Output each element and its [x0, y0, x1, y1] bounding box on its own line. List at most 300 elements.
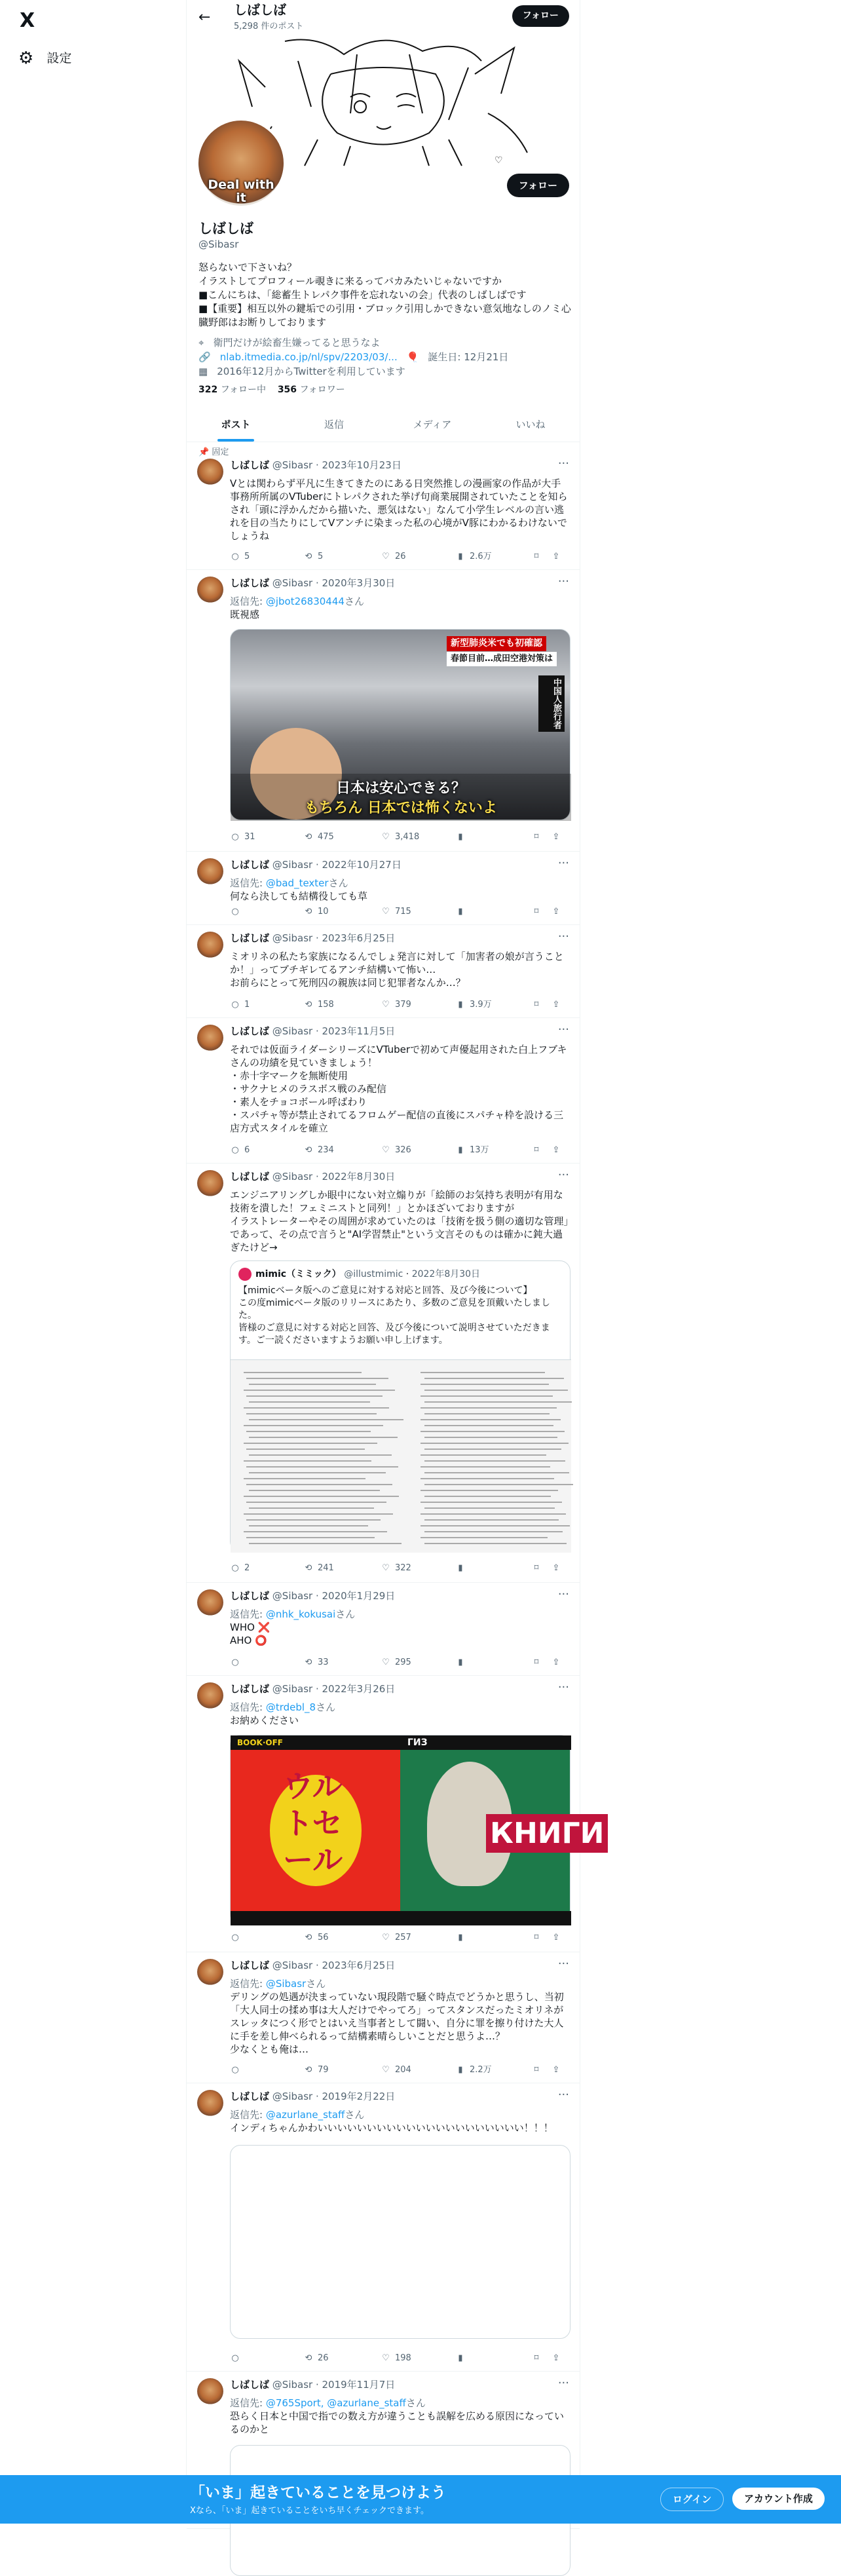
share-button[interactable]: [551, 1656, 564, 1669]
tweet[interactable]: [187, 2083, 580, 2372]
share-button[interactable]: [551, 1144, 564, 1157]
more-options-icon[interactable]: ···: [557, 2376, 569, 2390]
reply-icon: ○: [231, 2353, 239, 2364]
like-icon: ♡: [382, 907, 390, 917]
like-button[interactable]: [381, 550, 455, 563]
tweet-date[interactable]: 2022年8月30日: [322, 1171, 396, 1183]
bookmark-button[interactable]: [531, 831, 551, 844]
views-button[interactable]: [455, 1656, 531, 1669]
like-icon: ♡: [382, 832, 390, 843]
tweet-author-name[interactable]: しばしば: [230, 2091, 270, 2102]
share-button[interactable]: [551, 831, 564, 844]
share-button[interactable]: [551, 2352, 564, 2365]
reply-suffix: さん: [335, 1608, 356, 1620]
tweet-actions: [230, 998, 570, 1012]
views-icon: ▮: [458, 552, 463, 562]
like-count: 26: [395, 552, 406, 562]
tweet-avatar[interactable]: [197, 858, 223, 884]
like-button[interactable]: [381, 1144, 455, 1157]
reply-context: [230, 1977, 570, 1990]
repost-button[interactable]: [303, 550, 381, 563]
news-caption-1: 日本は安心できる？: [335, 780, 466, 797]
tweet-avatar[interactable]: [197, 932, 223, 958]
tab-media[interactable]: メディア: [413, 419, 452, 430]
like-button[interactable]: [381, 905, 455, 919]
tweet-date[interactable]: 2023年6月25日: [322, 932, 396, 944]
poster-left-text: ウルトセール: [283, 1769, 343, 1878]
header-follow-button[interactable]: フォロー: [512, 5, 569, 27]
repost-button[interactable]: [303, 831, 381, 844]
like-button[interactable]: [381, 1931, 455, 1944]
tweet-author-handle[interactable]: @Sibasr: [272, 577, 313, 589]
reply-context: [230, 2396, 570, 2410]
bookmark-icon: ⌑: [534, 552, 539, 562]
reply-icon: ○: [231, 1933, 239, 1943]
reply-icon: ○: [231, 1657, 239, 1668]
poster-top-left-text: BOOK·OFF: [237, 1738, 284, 1747]
reply-context: [230, 595, 570, 608]
tweet-separator: ·: [312, 932, 322, 944]
profile-bio: 怒らないで下さいね？ イラストしてプロフィール覗きに来るってバカみたいじゃないですか ■こんにちは、「総蓄生トレパク事件を忘れないの会」代表のしばしばです ■【重要】相互以外の鍵垢での引用・ブロック引用しかできない意気地なしのノミ心臓野郎はお断りしております: [198, 261, 571, 328]
views-button[interactable]: [455, 905, 531, 919]
profile-meta: [198, 335, 572, 379]
repost-icon: ⟲: [305, 907, 312, 917]
tweet-text: お納めください: [230, 1714, 299, 1726]
tweet-date[interactable]: 2020年3月30日: [322, 577, 396, 589]
tweet-body: [230, 2396, 570, 2436]
tweet-author-handle[interactable]: @Sibasr: [272, 1683, 313, 1695]
tweet-author-name[interactable]: しばしば: [230, 1960, 270, 1971]
tweet-body: [230, 1043, 570, 1135]
reply-icon: ○: [231, 1145, 239, 1156]
reply-to-handle[interactable]: @trdebl_8: [265, 1701, 316, 1713]
main-column: [186, 0, 605, 2524]
signup-banner-subtitle: Xなら、「いま」起きていることをいち早くチェックできます。: [190, 2506, 429, 2516]
signup-button[interactable]: アカウント作成: [732, 2488, 825, 2510]
tweet-author-name[interactable]: しばしば: [230, 932, 270, 944]
reply-prefix: 返信先:: [230, 877, 266, 889]
news-image[interactable]: [230, 629, 570, 820]
follow-button[interactable]: フォロー: [507, 174, 569, 197]
profile-joined: 2016年12月からTwitterを利用しています: [217, 366, 405, 377]
bookmark-icon: ⌑: [534, 1563, 539, 1574]
like-count: 715: [395, 907, 411, 917]
repost-button[interactable]: [303, 2064, 381, 2077]
tweet-avatar[interactable]: [197, 2378, 223, 2404]
tweet-author-handle[interactable]: @Sibasr: [272, 2379, 313, 2391]
repost-button[interactable]: [303, 1931, 381, 1944]
views-button[interactable]: [455, 998, 531, 1012]
poster-right-text: КНИГИ: [486, 1814, 608, 1853]
quoted-date[interactable]: 2022年8月30日: [411, 1269, 481, 1279]
avatar-caption: Deal with it: [208, 178, 274, 205]
embedded-media-placeholder[interactable]: [230, 2145, 570, 2339]
tweet-author-handle[interactable]: @Sibasr: [272, 1025, 313, 1037]
repost-count: 234: [318, 1145, 334, 1156]
tweet-actions: [230, 831, 570, 844]
tweet-text: それでは仮面ライダーシリーズにVTuberで初めて声優起用された白上フブキさんの功績を見ていきましょう！ ・赤十字マークを無断使用 ・サクナヒメのラスボス戦のみ配信 ・素人をチョコボール呼ばわり ・スパチャ等が禁止されてるフロムゲー配信の直後にスパチャ枠を設ける三店方式スタイルを確立: [230, 1044, 567, 1134]
bookmark-button[interactable]: [531, 2352, 551, 2365]
views-button[interactable]: [455, 831, 531, 844]
repost-icon: ⟲: [305, 1000, 312, 1010]
share-icon: ⇪: [552, 1933, 560, 1943]
tweet-header: [230, 1959, 395, 1972]
bookmark-button[interactable]: [531, 2064, 551, 2077]
tweet-avatar[interactable]: [197, 459, 223, 485]
followers-label[interactable]: フォロワー: [299, 385, 345, 395]
reply-to-handle[interactable]: @Sibasr: [265, 1978, 307, 1990]
reply-icon: ○: [231, 552, 239, 562]
tweet-body: [230, 950, 570, 989]
tweet-body: [230, 1608, 570, 1647]
share-icon: ⇪: [552, 1000, 560, 1010]
profile-location: 衛門だけが絵畜生嫌ってると思うなよ: [213, 337, 381, 349]
views-button[interactable]: [455, 1144, 531, 1157]
tweet-author-name[interactable]: しばしば: [230, 859, 270, 871]
bookmark-button[interactable]: [531, 1144, 551, 1157]
reply-button[interactable]: [230, 1656, 303, 1669]
more-options-icon[interactable]: ···: [557, 1957, 569, 1971]
quoted-author-handle[interactable]: @illustmimic: [344, 1269, 403, 1279]
tweet-author-handle[interactable]: @Sibasr: [272, 1960, 313, 1971]
reply-count: 31: [244, 832, 255, 843]
tweet-body: [230, 877, 570, 903]
calendar-icon: ▦: [198, 366, 208, 377]
reply-prefix: 返信先:: [230, 2397, 266, 2409]
like-count: 322: [395, 1563, 411, 1574]
tab-posts[interactable]: ポスト: [187, 407, 285, 442]
like-icon: ♡: [382, 1657, 390, 1668]
repost-button[interactable]: [303, 998, 381, 1012]
tweet[interactable]: [187, 925, 580, 1018]
tweet-separator: ·: [312, 2379, 322, 2391]
tweet[interactable]: [187, 1164, 580, 1583]
tweet[interactable]: [187, 570, 580, 852]
reply-button[interactable]: [230, 550, 303, 563]
reply-suffix: さん: [405, 2397, 426, 2409]
reply-button[interactable]: [230, 831, 303, 844]
bookmark-icon: ⌑: [534, 2065, 539, 2075]
share-icon: ⇪: [552, 832, 560, 843]
tweet-text: WHO ❌ AHO ⭕: [230, 1621, 271, 1646]
tweet[interactable]: [187, 1952, 580, 2083]
reply-to-handle[interactable]: @azurlane_staff: [265, 2109, 345, 2121]
x-logo-icon[interactable]: X: [20, 9, 35, 32]
quoted-document-image[interactable]: [231, 1359, 571, 1553]
bookmark-button[interactable]: [531, 1656, 551, 1669]
reply-icon: ○: [231, 2065, 239, 2075]
like-button[interactable]: [381, 1656, 455, 1669]
views-icon: ▮: [458, 1000, 463, 1010]
reply-to-handle[interactable]: @765Sport, @azurlane_staff: [265, 2397, 406, 2409]
tweet-author-name[interactable]: しばしば: [230, 1683, 270, 1695]
bookmark-button[interactable]: [531, 905, 551, 919]
repost-count: 79: [318, 2065, 329, 2075]
views-count: 3.9万: [470, 1000, 492, 1010]
bookmark-button[interactable]: [531, 1931, 551, 1944]
tweet-date[interactable]: 2023年6月25日: [322, 1960, 396, 1971]
tweet-separator: ·: [312, 2091, 322, 2102]
views-icon: ▮: [458, 832, 463, 843]
bookmark-icon: ⌑: [534, 1933, 539, 1943]
share-button[interactable]: [551, 905, 564, 919]
bookmark-button[interactable]: [531, 550, 551, 563]
repost-count: 475: [318, 832, 334, 843]
more-options-icon[interactable]: ···: [557, 2088, 569, 2102]
like-icon: ♡: [382, 1563, 390, 1574]
tweet-text: 恐らく日本と中国で指での数え方が違うことも誤解を広める原因になっているのかと: [230, 2410, 565, 2435]
repost-icon: ⟲: [305, 1563, 312, 1574]
reply-button[interactable]: [230, 998, 303, 1012]
tweet-avatar[interactable]: [197, 1959, 223, 1985]
like-count: 379: [395, 1000, 411, 1010]
tweet[interactable]: [187, 852, 580, 925]
reply-icon: ○: [231, 1000, 239, 1010]
news-caption-2: もちろん 日本では怖くないよ: [305, 800, 497, 816]
like-button[interactable]: [381, 1562, 455, 1575]
quoted-text: 【mimicベータ版へのご意見に対する対応と回答、及び今後について】 この度mimicベータ版のリリースにあたり、多数のご意見を頂戴いたしました。 皆様のご意見に対する対応と回答、及び今後について説明させていただきます。ご一読くださいますようお願い申し上げます。: [238, 1285, 551, 1346]
tweet-header: [230, 577, 395, 590]
bookmark-button[interactable]: [531, 998, 551, 1012]
profile-handle: @Sibasr: [198, 238, 239, 250]
like-icon: ♡: [382, 1000, 390, 1010]
tweet-date[interactable]: 2022年10月27日: [322, 859, 402, 871]
tweet-date[interactable]: 2020年1月29日: [322, 1590, 396, 1602]
tweet-author-handle[interactable]: @Sibasr: [272, 1171, 313, 1183]
bookmark-button[interactable]: [531, 1562, 551, 1575]
followers-count[interactable]: 356: [277, 385, 297, 395]
tweet-author-name[interactable]: しばしば: [230, 459, 270, 471]
like-button[interactable]: [381, 2064, 455, 2077]
tweet[interactable]: [187, 1583, 580, 1676]
quoted-tweet-header: mimic（ミミック） @illustmimic · 2022年8月30日: [238, 1268, 480, 1281]
reply-context: [230, 1608, 570, 1621]
profile-header: [187, 0, 580, 35]
tweet-actions: [230, 905, 570, 919]
repost-button[interactable]: [303, 2352, 381, 2365]
share-icon: ⇪: [552, 1657, 560, 1668]
login-button[interactable]: ログイン: [660, 2488, 724, 2511]
gear-icon: ⚙: [18, 48, 34, 68]
reply-suffix: さん: [328, 877, 348, 889]
profile-name: しばしば: [198, 221, 253, 237]
tweet-author-handle[interactable]: @Sibasr: [272, 1590, 313, 1602]
signup-banner-title: 「いま」起きていることを見つけよう: [190, 2484, 446, 2501]
reply-suffix: さん: [344, 596, 364, 607]
more-options-icon[interactable]: ···: [557, 1680, 569, 1694]
tab-likes[interactable]: いいね: [515, 419, 546, 430]
share-button[interactable]: [551, 550, 564, 563]
more-options-icon[interactable]: ···: [557, 930, 569, 943]
tweet-actions: [230, 2352, 570, 2365]
tweet-avatar[interactable]: [197, 1589, 223, 1616]
reply-prefix: 返信先:: [230, 2109, 266, 2121]
tweet-avatar[interactable]: [197, 1025, 223, 1051]
reply-icon: ○: [231, 1563, 239, 1574]
like-count: 326: [395, 1145, 411, 1156]
tweet-avatar[interactable]: [197, 1170, 223, 1196]
tweet-text: 何なら決しても結構役しても草: [230, 890, 368, 902]
tweet-author-name[interactable]: しばしば: [230, 577, 270, 589]
like-icon: ♡: [382, 1145, 390, 1156]
reply-button[interactable]: [230, 1562, 303, 1575]
tweet-separator: ·: [312, 459, 322, 471]
tweet[interactable]: [187, 1018, 580, 1164]
tweet-date[interactable]: 2023年10月23日: [322, 459, 402, 471]
views-icon: ▮: [458, 1657, 463, 1668]
reply-prefix: 返信先:: [230, 1978, 266, 1990]
repost-icon: ⟲: [305, 832, 312, 843]
like-icon: ♡: [382, 2353, 390, 2364]
bookmark-icon: ⌑: [534, 907, 539, 917]
repost-button[interactable]: [303, 1144, 381, 1157]
like-button[interactable]: [381, 831, 455, 844]
tweet-date[interactable]: 2019年11月7日: [322, 2379, 396, 2391]
tweet-author-name[interactable]: しばしば: [230, 2379, 270, 2391]
tweet-actions: [230, 550, 570, 563]
reply-button[interactable]: [230, 2352, 303, 2365]
more-options-icon[interactable]: ···: [557, 856, 569, 870]
reply-button[interactable]: [230, 1144, 303, 1157]
views-button[interactable]: [455, 1562, 531, 1575]
tweet-date[interactable]: 2023年11月5日: [322, 1025, 396, 1037]
tweet-header: [230, 1170, 395, 1183]
share-icon: ⇪: [552, 552, 560, 562]
reply-count: 5: [244, 552, 250, 562]
more-options-icon[interactable]: ···: [557, 457, 569, 470]
profile-link[interactable]: nlab.itmedia.co.jp/nl/spv/2203/03/...: [219, 351, 398, 363]
like-icon: ♡: [382, 1933, 390, 1943]
reply-button[interactable]: [230, 2064, 303, 2077]
reply-to-handle[interactable]: @bad_texter: [265, 877, 329, 889]
settings-link[interactable]: [18, 47, 71, 70]
views-count: 2.6万: [470, 552, 492, 562]
reply-icon: ○: [231, 907, 239, 917]
tweet[interactable]: [187, 1676, 605, 1952]
views-icon: ▮: [458, 1933, 463, 1943]
tweet-text: 既視感: [230, 609, 260, 620]
news-side-caption: 中国人旅行者: [538, 675, 565, 732]
following-count[interactable]: 322: [198, 385, 218, 395]
tweet-author-name[interactable]: しばしば: [230, 1590, 270, 1602]
tweet-body: [230, 1701, 570, 1727]
back-arrow-icon[interactable]: ←: [198, 9, 211, 26]
profile-tabs: [187, 407, 580, 442]
reply-context: [230, 1701, 570, 1714]
share-button[interactable]: [551, 1562, 564, 1575]
views-icon: ▮: [458, 2353, 463, 2364]
like-icon: ♡: [382, 2065, 390, 2075]
share-button[interactable]: [551, 2064, 564, 2077]
tweet-header: [230, 459, 402, 472]
settings-label: 設定: [47, 50, 72, 66]
tweet-text: インディちゃんかわいいいいいいいいいいいいいいいいいいいいい！！！: [230, 2122, 553, 2134]
signup-banner: [0, 2475, 841, 2524]
tweet-avatar[interactable]: [197, 577, 223, 603]
tweet[interactable]: [187, 452, 580, 570]
quoted-tweet[interactable]: [230, 1260, 570, 1552]
balloon-icon: 🎈: [406, 351, 419, 363]
svg-text:♡: ♡: [495, 155, 503, 166]
tab-replies[interactable]: 返信: [324, 419, 344, 430]
tweet-author-handle[interactable]: @Sibasr: [272, 459, 313, 471]
following-label[interactable]: フォロー中: [220, 385, 266, 395]
views-icon: ▮: [458, 1563, 463, 1574]
share-button[interactable]: [551, 1931, 564, 1944]
tweet-date[interactable]: 2019年2月22日: [322, 2091, 396, 2102]
follow-counts: [198, 384, 345, 396]
repost-count: 158: [318, 1000, 334, 1010]
share-button[interactable]: [551, 998, 564, 1012]
repost-icon: ⟲: [305, 1657, 312, 1668]
tweet-author-handle[interactable]: @Sibasr: [272, 2091, 313, 2102]
tweet-author-name[interactable]: しばしば: [230, 1171, 270, 1183]
tweet-avatar[interactable]: [197, 2090, 223, 2116]
views-button[interactable]: [455, 1931, 531, 1944]
bookmark-icon: ⌑: [534, 2353, 539, 2364]
views-button[interactable]: [455, 2064, 531, 2077]
more-options-icon[interactable]: ···: [557, 575, 569, 588]
tweet-separator: ·: [312, 577, 322, 589]
tweet-text: デリングの処遇が決まっていない現段階で騒ぐ時点でどうかと思うし、当初「大人同士の揉め事は大人だけでやってろ」ってスタンスだったミオリネがスレッタにつく形でとはいえ当事者として闘い、自分に罪を擦り付けた大人に手を差し伸べられるって結構素晴らしいことだと思うよ…？ 少なくとも俺は…: [230, 1991, 564, 2055]
tweet-actions: [230, 1144, 570, 1157]
tweet-text: エンジニアリングしか眼中にない対立煽りが「絵師のお気持ち表明が有用な技術を潰した！フェミニストと同列！」とかほざいておりますが イラストレーターやその周囲が求めていたのは「技術を扱う側の適切な管理」であって、その点で言うと"AI学習禁止"という文言そのものは確かに鈍大過ぎたけど→: [230, 1189, 569, 1253]
link-icon: 🔗: [198, 351, 211, 363]
tweet-author-handle[interactable]: @Sibasr: [272, 932, 313, 944]
repost-count: 10: [318, 907, 329, 917]
reply-count: 1: [244, 1000, 250, 1010]
reply-to-handle[interactable]: @nhk_kokusai: [265, 1608, 336, 1620]
repost-button[interactable]: [303, 1656, 381, 1669]
reply-to-handle[interactable]: @jbot26830444: [265, 596, 345, 607]
more-options-icon[interactable]: ···: [557, 1587, 569, 1601]
more-options-icon[interactable]: ···: [557, 1023, 569, 1036]
tweet-actions: [230, 2064, 570, 2077]
tweet-author-handle[interactable]: @Sibasr: [272, 859, 313, 871]
tweet-body: [230, 477, 570, 542]
pinned-label: 固定: [212, 447, 229, 457]
repost-button[interactable]: [303, 1562, 381, 1575]
like-count: 295: [395, 1657, 411, 1668]
tweet-avatar[interactable]: [197, 1682, 223, 1709]
reply-button[interactable]: [230, 905, 303, 919]
tweet-author-name[interactable]: しばしば: [230, 1025, 270, 1037]
reply-button[interactable]: [230, 1931, 303, 1944]
news-badge: 新型肺炎米でも初確認: [447, 636, 546, 651]
views-button[interactable]: [455, 550, 531, 563]
repost-icon: ⟲: [305, 552, 312, 562]
profile-avatar[interactable]: [196, 118, 286, 208]
repost-button[interactable]: [303, 905, 381, 919]
views-count: 2.2万: [470, 2065, 492, 2075]
reply-prefix: 返信先:: [230, 1608, 266, 1620]
pin-icon: 📌: [198, 447, 210, 457]
reply-suffix: さん: [316, 1701, 336, 1713]
more-options-icon[interactable]: ···: [557, 1168, 569, 1182]
views-icon: ▮: [458, 1145, 463, 1156]
tweet-date[interactable]: 2022年3月26日: [322, 1683, 396, 1695]
like-button[interactable]: [381, 998, 455, 1012]
tweet-separator: ·: [312, 1590, 322, 1602]
reply-icon: ○: [231, 832, 239, 843]
views-button[interactable]: [455, 2352, 531, 2365]
views-icon: ▮: [458, 2065, 463, 2075]
quoted-author-name[interactable]: mimic（ミミック）: [255, 1269, 341, 1279]
like-count: 198: [395, 2353, 411, 2364]
like-button[interactable]: [381, 2352, 455, 2365]
reply-suffix: さん: [306, 1978, 326, 1990]
poster-image[interactable]: [230, 1735, 605, 1925]
